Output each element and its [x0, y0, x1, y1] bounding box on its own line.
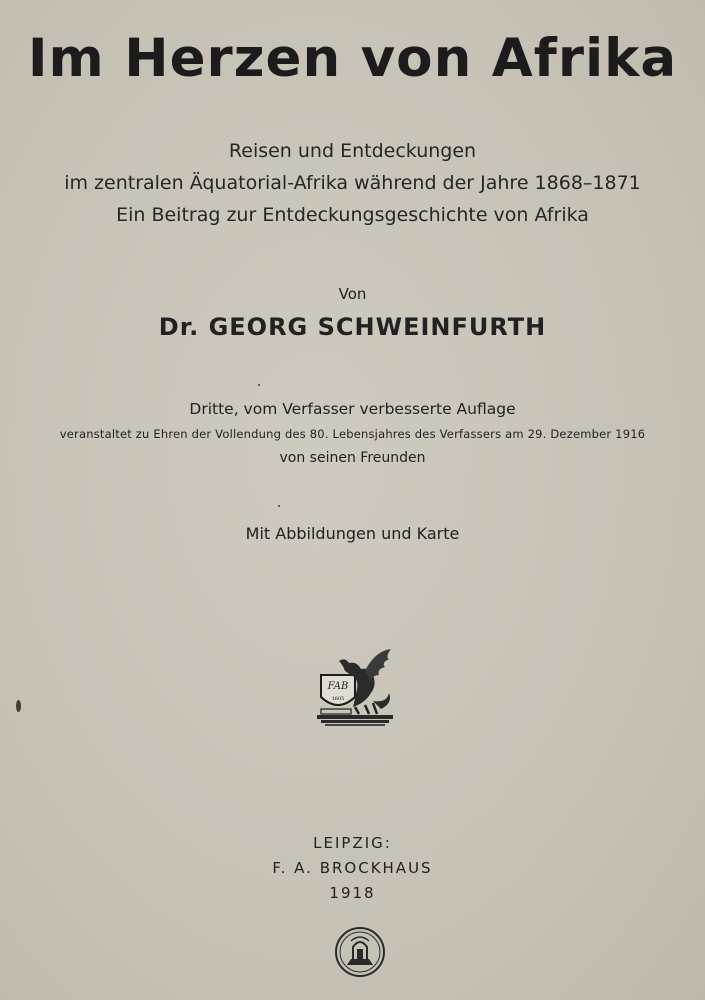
paper-blemish: [16, 700, 21, 712]
author-name: Dr. GEORG SCHWEINFURTH: [158, 313, 547, 341]
byline: Von: [338, 285, 367, 303]
edition-occasion: veranstaltet zu Ehren der Vollendung des 80. Lebensjahres des Verfassers am 29. Dezember 1916: [59, 427, 646, 441]
griffin-shield-emblem-icon: [315, 645, 397, 730]
imprint-city: LEIPZIG:: [313, 834, 392, 852]
imprint-publisher: F. A. BROCKHAUS: [272, 859, 433, 877]
paper-speck: [258, 384, 260, 386]
edition-dedication: von seinen Freunden: [279, 450, 426, 466]
subtitle-line-1: Reisen und Entdeckungen: [228, 140, 477, 162]
subtitle-line-3: Ein Beitrag zur Entdeckungsgeschichte von Afrika: [116, 204, 589, 226]
edition-statement: Dritte, vom Verfasser verbesserte Auflage: [189, 400, 516, 418]
emblem-monogram: FAB: [327, 681, 349, 692]
subtitle-line-2: im zentralen Äquatorial-Afrika während der Jahre 1868–1871: [64, 172, 641, 194]
publisher-seal-icon: [333, 925, 387, 979]
book-title: Im Herzen von Afrika: [27, 28, 678, 89]
emblem-year: 1805: [331, 696, 345, 702]
imprint-year: 1918: [329, 884, 376, 902]
paper-speck: [278, 505, 280, 507]
illustrations-note: Mit Abbildungen und Karte: [245, 524, 460, 543]
